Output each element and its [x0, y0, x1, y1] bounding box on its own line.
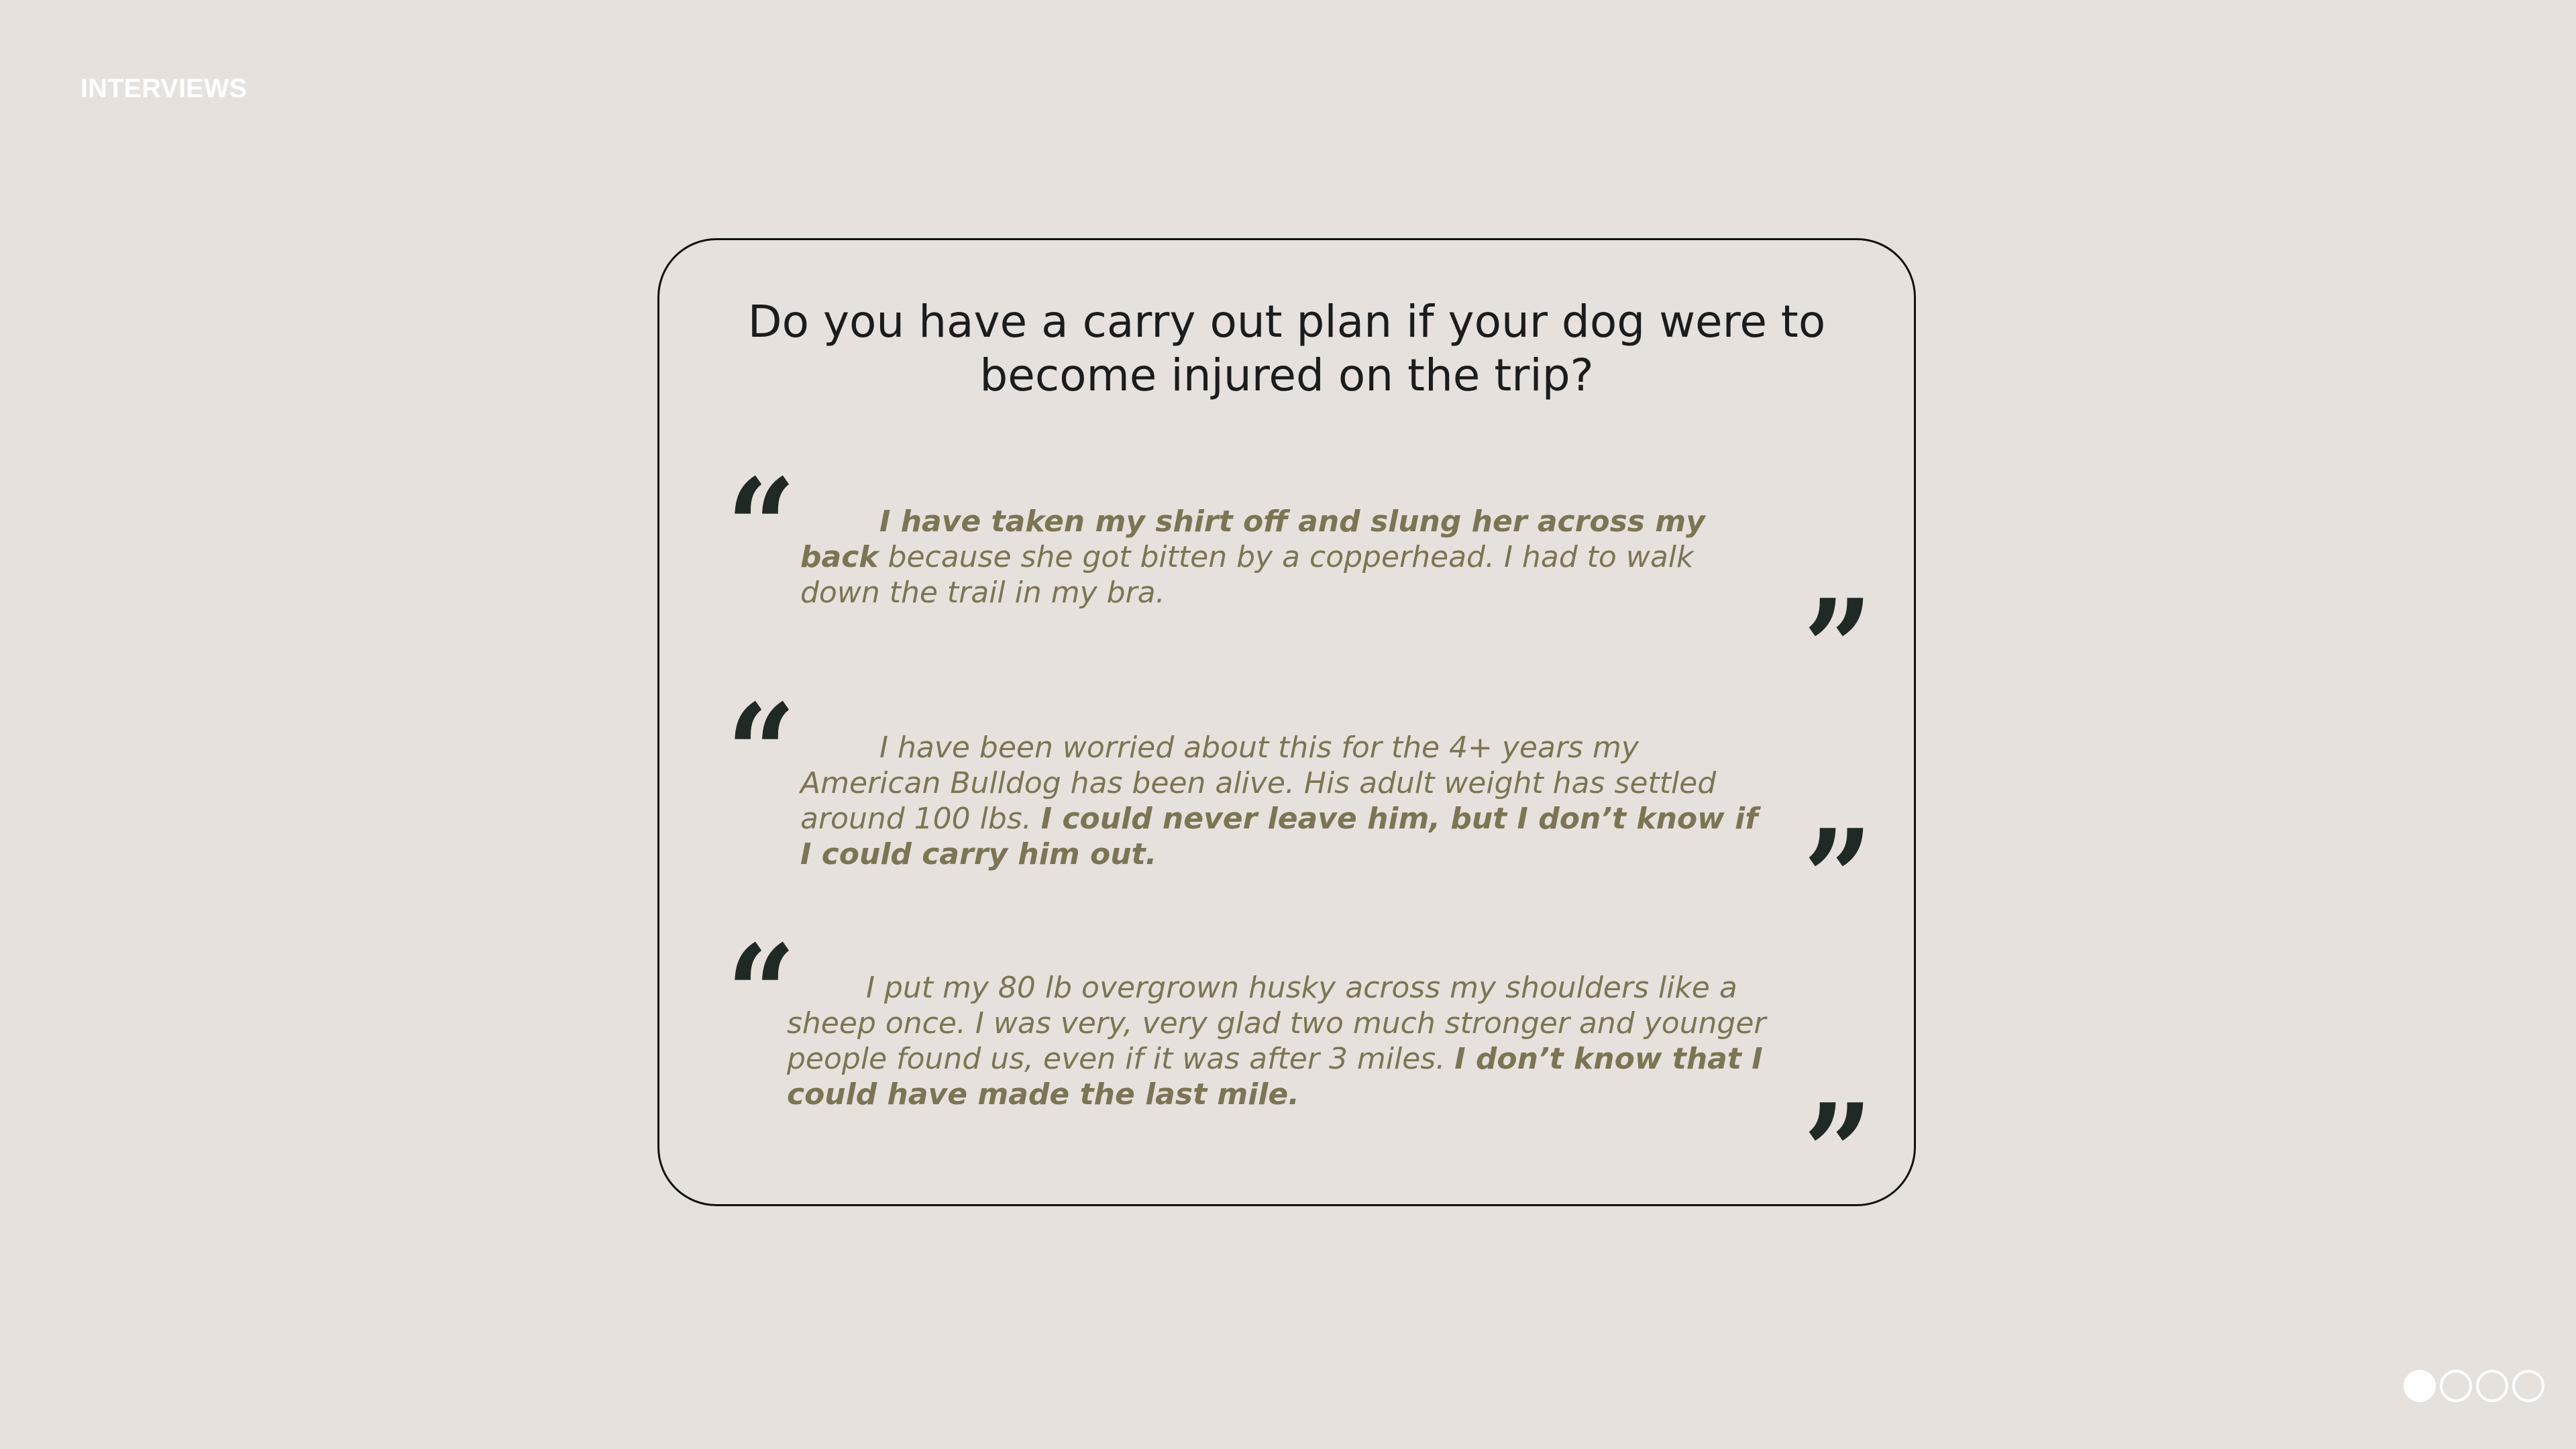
quote-1-bold-lead: I have taken my shirt off and slung her across my back — [800, 504, 1705, 574]
quote-2-bold-tail: I could never leave him, but I don’t know if I could carry him out. — [800, 802, 1758, 871]
page-dot-3[interactable] — [2476, 1370, 2508, 1402]
page-dot-4[interactable] — [2512, 1370, 2544, 1402]
close-quote-icon: ” — [1803, 1075, 1873, 1232]
close-quote-icon: ” — [1803, 800, 1873, 958]
quote-2-body: I have been worried about this for the 4+ years my American Bulldog has been alive. His adult weight has settled around 100 lbs. — [800, 731, 1717, 836]
quote-3-body: I put my 80 lb overgrown husky across my shoulders like a sheep once. I was very, very glad two much stronger and younger people found us, even if it was after 3 miles. — [787, 971, 1766, 1076]
quote-3-text — [787, 970, 1766, 1112]
interview-card — [657, 238, 1916, 1232]
open-quote-icon: “ — [727, 449, 796, 607]
page-dot-1[interactable] — [2404, 1370, 2436, 1402]
page-indicator — [2404, 1370, 2544, 1402]
interview-question: Do you have a carry out plan if your dog were to become injured on the trip? — [747, 296, 1826, 401]
open-quote-icon: “ — [727, 675, 796, 833]
quote-1-text — [800, 504, 1760, 610]
section-label: INTERVIEWS — [80, 74, 248, 103]
close-quote-icon: ” — [1803, 570, 1873, 728]
page-dot-2[interactable] — [2440, 1370, 2472, 1402]
open-quote-icon: “ — [727, 916, 796, 1073]
quote-3-bold-tail: I don’t know that I could have made the last mile. — [787, 1042, 1763, 1112]
quote-2-text — [800, 730, 1773, 872]
quote-1-body: because she got bitten by a copperhead. I had to walk down the trail in my bra. — [800, 540, 1694, 610]
